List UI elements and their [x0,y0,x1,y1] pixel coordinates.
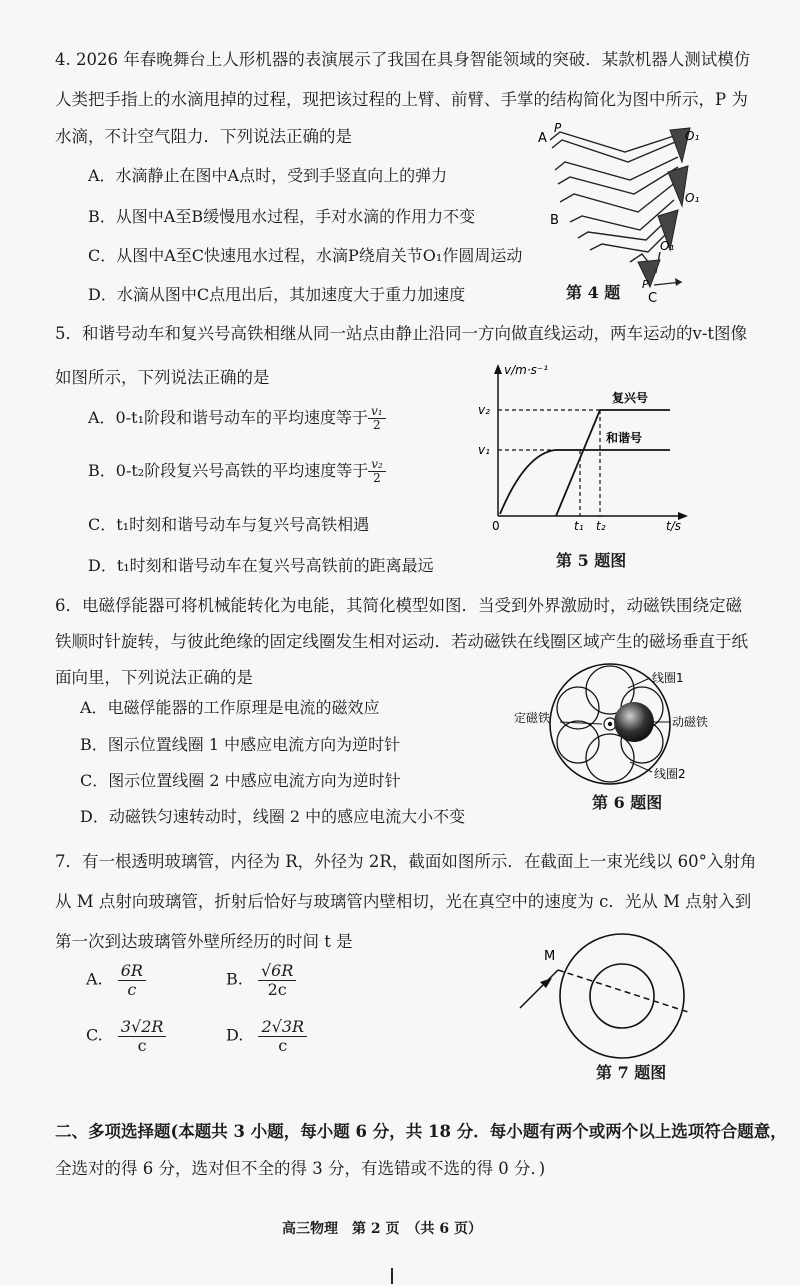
q5-label-hexiehao: 和谐号 [606,431,643,445]
q6-line3: 面向里，下列说法正确的是 [55,668,253,687]
q5-curve-fuxinghao [556,410,670,516]
q6-moving-magnet [614,702,654,742]
q4-label-c: C [648,291,658,306]
q7-option-c-label: C. [86,1025,103,1045]
q4-robot-arm-figure [530,122,720,307]
q6-line2: 铁顺时针旋转，与彼此绝缘的固定线圈发生相对运动．若动磁铁在线圈区域产生的磁场垂直于纸 [55,632,748,651]
q4-line3: 水滴，不计空气阻力．下列说法正确的是 [55,127,352,146]
q4-option-c: C．从图中A至C快速甩水过程，水滴P绕肩关节O₁作圆周运动 [88,246,523,265]
q5-curve-hexiehao [500,450,670,514]
q7-option-a-num: 6R [118,962,146,981]
q5-caption: 第 5 题图 [556,551,627,570]
q7-line3: 第一次到达玻璃管外壁所经历的时间 t 是 [55,932,353,951]
q7-option-d-label: D. [226,1025,244,1045]
section2-line1: 二、多项选择题(本题共 3 小题，每小题 6 分，共 18 分．每小题有两个或两个以上选项符合题意， [55,1122,787,1141]
q5-option-a-text: A．0-t₁阶段和谐号动车的平均速度等于 [88,408,368,428]
q7-option-d-num: 2√3R [258,1018,307,1037]
q4-line1: 4. 2026 年春晚舞台上人形机器的表演展示了我国在具身智能领域的突破．某款机器人测试模仿 [55,50,751,69]
q4-label-p-c: P [642,278,649,291]
q6-line1: 6．电磁俘能器可将机械能转化为电能，其简化模型如图．当受到外界激励时，动磁铁围绕定磁 [55,596,742,615]
q4-line2: 人类把手指上的水滴甩掉的过程，现把该过程的上臂、前臂、手掌的结构简化为图中所示，P 为 [55,90,748,109]
q5-option-d: D．t₁时刻和谐号动车在复兴号高铁前的距离最远 [88,556,434,575]
q4-label-o1-top: O₁ [685,129,700,143]
q6-label-fixed: 定磁铁 [514,711,551,725]
q7-option-a-label: A. [86,969,103,989]
q7-option-d [226,1018,307,1054]
q4-label-a: A [538,131,547,146]
q7-caption: 第 7 题图 [596,1063,667,1082]
q7-glass-tube-figure [510,930,710,1060]
q4-option-a: A．水滴静止在图中A点时，受到手竖直向上的弹力 [88,166,448,185]
q6-option-a: A．电磁俘能器的工作原理是电流的磁效应 [80,698,380,717]
page-divider-mark [391,1268,393,1284]
q5-xlabel: t/s [666,519,681,533]
q5-frac-b-den: 2 [373,471,381,486]
section2-line2: 全选对的得 6 分，选对但不全的得 3 分，有选错或不选的得 0 分．) [55,1159,546,1178]
q5-origin: 0 [492,519,500,533]
q6-harvester-figure [510,660,740,790]
q6-option-d: D．动磁铁匀速转动时，线圈 2 中的感应电流大小不变 [80,807,466,826]
q7-option-c [86,1018,166,1054]
q7-incident-ray [520,970,558,1008]
q5-frac-b-num: v₂ [368,458,386,472]
q7-option-a [86,962,146,998]
q6-option-b: B．图示位置线圈 1 中感应电流方向为逆时针 [80,735,401,754]
q7-option-b-den: 2c [267,979,287,999]
q4-option-b: B．从图中A至B缓慢甩水过程，手对水滴的作用力不变 [88,207,476,226]
q5-v1: v₁ [478,443,490,457]
q6-label-coil2: 线圈2 [654,767,686,781]
q7-outer-wall [560,934,684,1058]
q5-ylabel: v/m·s⁻¹ [504,363,549,377]
q7-option-c-den: c [137,1035,147,1055]
q7-option-c-num: 3√2R [118,1018,167,1037]
q6-label-coil1: 线圈1 [652,671,684,685]
q4-caption: 第 4 题 [566,283,621,302]
q5-option-b-text: B．0-t₂阶段复兴号高铁的平均速度等于 [88,461,369,481]
q5-line1: 5．和谐号动车和复兴号高铁相继从同一站点由静止沿同一方向做直线运动，两车运动的v-t图像 [55,324,748,343]
q6-caption: 第 6 题图 [592,793,663,812]
q5-t1: t₁ [574,519,584,533]
q6-label-moving: 动磁铁 [672,715,709,729]
q7-option-b-num: √6R [258,962,296,981]
q5-vt-graph [470,358,700,538]
q7-line2: 从 M 点射向玻璃管，折射后恰好与玻璃管内壁相切，光在真空中的速度为 c．光从 M 点射入到 [55,892,752,911]
q7-option-b [226,962,296,998]
q4-label-p: P [554,122,562,135]
q7-inner-wall [590,964,654,1028]
q5-line2: 如图所示，下列说法正确的是 [55,368,270,387]
q5-option-b [88,458,386,485]
q4-label-o1-mid: O₁ [685,191,700,205]
q4-label-o1-low: O₁ [660,239,675,253]
q5-t2: t₂ [596,519,606,533]
q6-option-c: C．图示位置线圈 2 中感应电流方向为逆时针 [80,771,401,790]
q7-option-a-den: c [127,979,137,999]
q5-frac-a-num: v₁ [368,405,386,419]
q5-v2: v₂ [478,403,490,417]
q5-label-fuxinghao: 复兴号 [612,391,649,405]
q7-option-d-den: c [278,1035,288,1055]
q5-option-c: C．t₁时刻和谐号动车与复兴号高铁相遇 [88,515,370,534]
q5-option-a [88,405,386,432]
q4-label-b: B [550,213,559,228]
q5-frac-a-den: 2 [372,418,381,433]
q7-dashed-line [558,970,688,1012]
q7-label-m: M [544,949,556,964]
q7-line1: 7．有一根透明玻璃管，内径为 R，外径为 2R，截面如图所示．在截面上一束光线以 60°入射角 [55,852,757,871]
page-footer: 高三物理 第 2 页 （共 6 页） [282,1221,482,1237]
q4-option-d: D．水滴从图中C点甩出后，其加速度大于重力加速度 [88,285,466,304]
q7-option-b-label: B. [226,969,243,989]
